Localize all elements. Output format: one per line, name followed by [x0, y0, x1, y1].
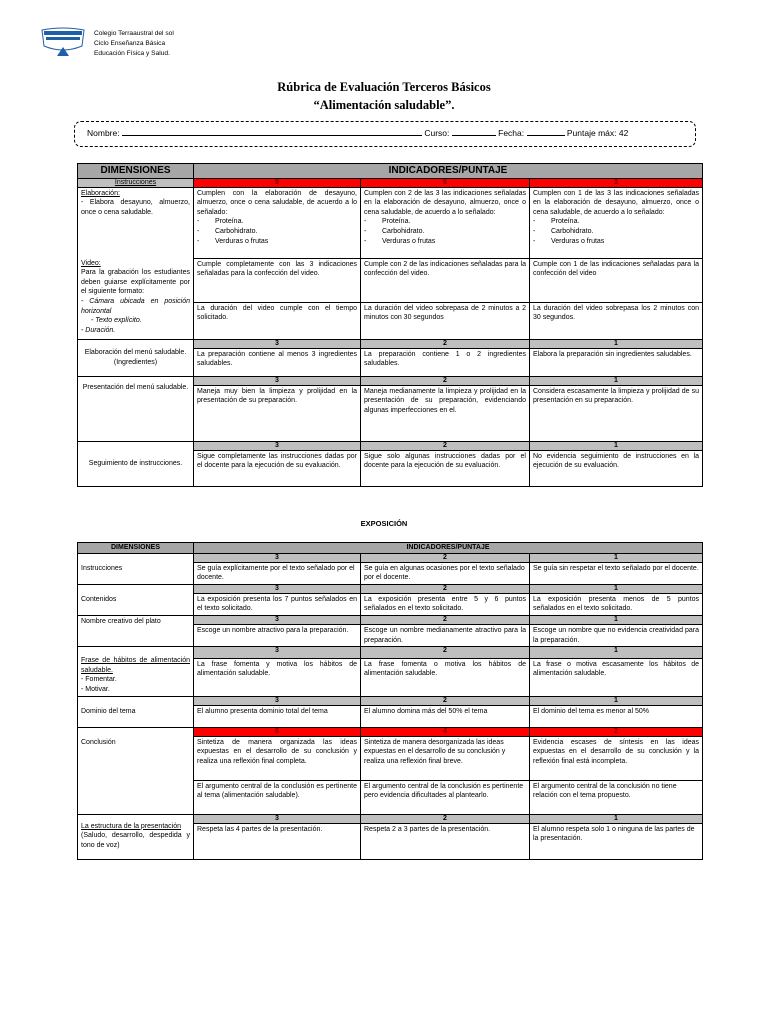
indicator-cell: Escoge un nombre atractivo para la preparación.: [194, 624, 361, 646]
dish-name-dimension: Nombre creativo del plato: [78, 615, 194, 646]
menu-dimension: Elaboración del menú saludable. (Ingredientes): [78, 339, 194, 376]
score-cell: 2: [361, 441, 530, 450]
dimensions-header: DIMENSIONES: [78, 164, 194, 179]
score-cell: 4: [361, 727, 530, 736]
score-cell: 2: [361, 584, 530, 593]
score-cell: 2: [361, 615, 530, 624]
phrase-label: Frase de hábitos de alimentación saludable.: [81, 657, 190, 674]
indicator-cell: La duración del video cumple con el tiempo solicitado.: [194, 302, 361, 339]
score-cell: 3: [194, 615, 361, 624]
elaboration-text: - Elabora desayuno, almuerzo, once o cena saludable.: [81, 199, 190, 216]
score-cell: 2: [530, 727, 703, 736]
dimensions-header: DIMENSIONES: [78, 543, 194, 554]
indicator-cell: Cumple completamente con las 3 indicaciones señaladas para la confección del video.: [194, 258, 361, 302]
video-item: - Texto explícito.: [91, 317, 142, 325]
indicator-cell: Sigue solo algunas instrucciones dadas por el docente para la ejecución de su evaluación.: [361, 450, 530, 486]
score-cell: 9: [194, 178, 361, 187]
score-cell: 3: [194, 814, 361, 823]
score-cell: 2: [361, 696, 530, 705]
elaboration-video-dimension: [78, 187, 194, 339]
structure-dimension: [78, 814, 194, 859]
rubric-table-2: [77, 542, 703, 860]
indicator-cell: La exposición presenta los 7 puntos señalados en el texto solicitado.: [194, 593, 361, 615]
date-label: Fecha:: [498, 128, 525, 138]
indicators-header: INDICADORES/PUNTAJE: [194, 164, 703, 179]
score-cell: 1: [530, 441, 703, 450]
indicator-cell: Se guía en algunas ocasiones por el texto señalado por el docente.: [361, 562, 530, 584]
course-label: Curso:: [424, 128, 450, 138]
structure-label: La estructura de la presentación: [81, 822, 182, 830]
indicator-cell: Escoge un nombre medianamente atractivo para la preparación.: [361, 624, 530, 646]
indicator-cell: La duración del video sobrepasa de 2 minutos a 2 minutos con 30 segundos: [361, 302, 530, 339]
name-label: Nombre:: [87, 128, 120, 138]
indicator-cell: Cumple con 1 de las indicaciones señaladas para la confección del video: [530, 258, 703, 302]
indicator-cell: Considera escasamente la limpieza y prolijidad de su presentación en su preparación.: [530, 385, 703, 441]
score-cell: 2: [361, 376, 530, 385]
score-cell: 2: [361, 339, 530, 348]
student-info-box: [74, 121, 696, 147]
score-cell: 1: [530, 647, 703, 658]
instructions-label: Instrucciones: [78, 178, 194, 187]
indicator-cell: La frase o motiva escasamente los hábitos de alimentación saludable.: [530, 658, 703, 696]
indicator-cell: Respeta 2 a 3 partes de la presentación.: [361, 823, 530, 859]
score-cell: 1: [530, 553, 703, 562]
indicator-cell: El alumno domina más del 50% el tema: [361, 705, 530, 727]
indicator-cell: Maneja medianamente la limpieza y prolijidad en la presentación de su preparación, evidenciando algunas imperfecciones en el.: [361, 385, 530, 441]
indicator-cell: Cumplen con 1 de las 3 las indicaciones señaladas en la elaboración de desayuno, almuerzo, once o cena saludable, de acuerdo a lo señalado: - Proteína. - Carbohidrato. - Verduras o frutas: [530, 187, 703, 258]
indicator-cell: Sigue completamente las instrucciones dadas por el docente para la ejecución de su evaluación.: [194, 450, 361, 486]
score-cell: 1: [530, 814, 703, 823]
school-logo: [40, 26, 86, 58]
indicator-cell: El argumento central de la conclusión es pertinente pero evidencia dificultades al plantearlo.: [361, 780, 530, 814]
name-field[interactable]: [122, 127, 422, 136]
score-cell: 2: [361, 553, 530, 562]
conclusion-dimension: Conclusión: [78, 727, 194, 814]
indicator-cell: El argumento central de la conclusión es pertinente al tema (alimentación saludable).: [194, 780, 361, 814]
score-cell: 3: [194, 339, 361, 348]
score-cell: 3: [194, 584, 361, 593]
elaboration-title: Elaboración:: [81, 189, 120, 197]
indicator-cell: El alumno respeta solo 1 o ninguna de las partes de la presentación.: [530, 823, 703, 859]
indicator-cell: Elabora la preparación sin ingredientes saludables.: [530, 348, 703, 376]
indicators-header: INDICADORES/PUNTAJE: [194, 543, 703, 554]
indicator-cell: La frase fomenta o motiva los hábitos de alimentación saludable.: [361, 658, 530, 696]
indicator-cell: Sintetiza de manera desorganizada las ideas expuestas en el desarrollo de su conclusión y realiza una reflexión final breve.: [361, 736, 530, 780]
indicator-cell: Evidencia escases de síntesis en las ideas expuestas en el desarrollo de su conclusión y la reflexión final está incompleta.: [530, 736, 703, 780]
indicator-cell: Respeta las 4 partes de la presentación.: [194, 823, 361, 859]
document-title: Rúbrica de Evaluación Terceros Básicos: [277, 80, 491, 94]
structure-sub: (Saludo, desarrollo, despedida y tono de voz): [81, 832, 190, 849]
indicator-cell: Se guía sin respetar el texto señalado por el docente.: [530, 562, 703, 584]
indicator-cell: La exposición presenta entre 5 y 6 puntos señalados en el texto solicitado.: [361, 593, 530, 615]
contents-dimension: Contenidos: [78, 584, 194, 615]
score-cell: 3: [194, 696, 361, 705]
score-cell: 3: [194, 647, 361, 658]
mastery-dimension: Dominio del tema: [78, 696, 194, 727]
indicator-cell: Sintetiza de manera organizada las ideas expuestas en el desarrollo de su conclusión y realiza una reflexión final completa.: [194, 736, 361, 780]
video-title: Video:: [81, 259, 101, 267]
phrase-dimension: [78, 647, 194, 696]
video-text: Para la grabación los estudiantes deben guiarse explícitamente por el siguiente formato:: [81, 269, 190, 296]
phrase-item: - Motivar.: [81, 685, 110, 693]
score-cell: 1: [530, 376, 703, 385]
indicator-cell: Cumple con 2 de las indicaciones señaladas para la confección del video.: [361, 258, 530, 302]
school-cycle: Ciclo Enseñanza Básica: [94, 40, 166, 47]
course-field[interactable]: [452, 127, 496, 136]
video-item: - Duración.: [81, 326, 116, 334]
indicator-cell: Se guía explícitamente por el texto señalado por el docente.: [194, 562, 361, 584]
indicator-cell: Escoge un nombre que no evidencia creatividad para la preparación.: [530, 624, 703, 646]
school-info: [94, 29, 174, 59]
indicator-cell: La frase fomenta y motiva los hábitos de alimentación saludable.: [194, 658, 361, 696]
school-subject: Educación Física y Salud.: [94, 50, 170, 57]
document-subtitle: “Alimentación saludable”.: [313, 98, 455, 112]
score-cell: 3: [530, 178, 703, 187]
phrase-item: - Fomentar.: [81, 676, 117, 684]
instructions-dimension: Instrucciones: [78, 553, 194, 584]
indicator-cell: La duración del video sobrepasa los 2 minutos con 30 segundos.: [530, 302, 703, 339]
score-cell: 2: [361, 814, 530, 823]
score-cell: 1: [530, 339, 703, 348]
indicator-cell: La preparación contiene al menos 3 ingredientes saludables.: [194, 348, 361, 376]
score-cell: 2: [361, 647, 530, 658]
indicator-cell: La preparación contiene 1 o 2 ingredientes saludables.: [361, 348, 530, 376]
score-cell: 3: [194, 376, 361, 385]
indicator-cell: El argumento central de la conclusión no tiene relación con el tema propuesto.: [530, 780, 703, 814]
score-cell: 1: [530, 615, 703, 624]
school-name: Colegio Terraaustral del sol: [94, 30, 174, 37]
score-cell: 3: [194, 553, 361, 562]
indicator-cell: Maneja muy bien la limpieza y prolijidad en la presentación de su preparación.: [194, 385, 361, 441]
max-score-label: Puntaje máx: 42: [566, 128, 629, 138]
indicator-cell: Cumplen con 2 de las 3 las indicaciones señaladas en la elaboración de desayuno, almuerzo, once o cena saludable, de acuerdo a lo señalado: - Proteína. - Carbohidrato. - Verduras o frutas: [361, 187, 530, 258]
indicator-cell: No evidencia seguimiento de instrucciones en la ejecución de su evaluación.: [530, 450, 703, 486]
presentation-dimension: Presentación del menú saludable.: [78, 376, 194, 441]
rubric-table-1: [77, 163, 703, 487]
date-field[interactable]: [527, 127, 565, 136]
score-cell: 6: [361, 178, 530, 187]
follow-instructions-dimension: Seguimiento de instrucciones.: [78, 441, 194, 486]
indicator-cell: La exposición presenta menos de 5 puntos señalados en el texto solicitado.: [530, 593, 703, 615]
score-cell: 1: [530, 584, 703, 593]
indicator-cell: El dominio del tema es menor al 50%: [530, 705, 703, 727]
indicator-cell: Cumplen con la elaboración de desayuno, almuerzo, once o cena saludable, de acuerdo a lo señalado: - Proteína. - Carbohidrato. - Verduras o frutas: [194, 187, 361, 258]
score-cell: 6: [194, 727, 361, 736]
score-cell: 3: [194, 441, 361, 450]
video-item: - Cámara ubicada en posición horizontal: [81, 297, 190, 315]
exposition-heading: EXPOSICIÓN: [360, 519, 408, 528]
indicator-cell: El alumno presenta dominio total del tema: [194, 705, 361, 727]
score-cell: 1: [530, 696, 703, 705]
